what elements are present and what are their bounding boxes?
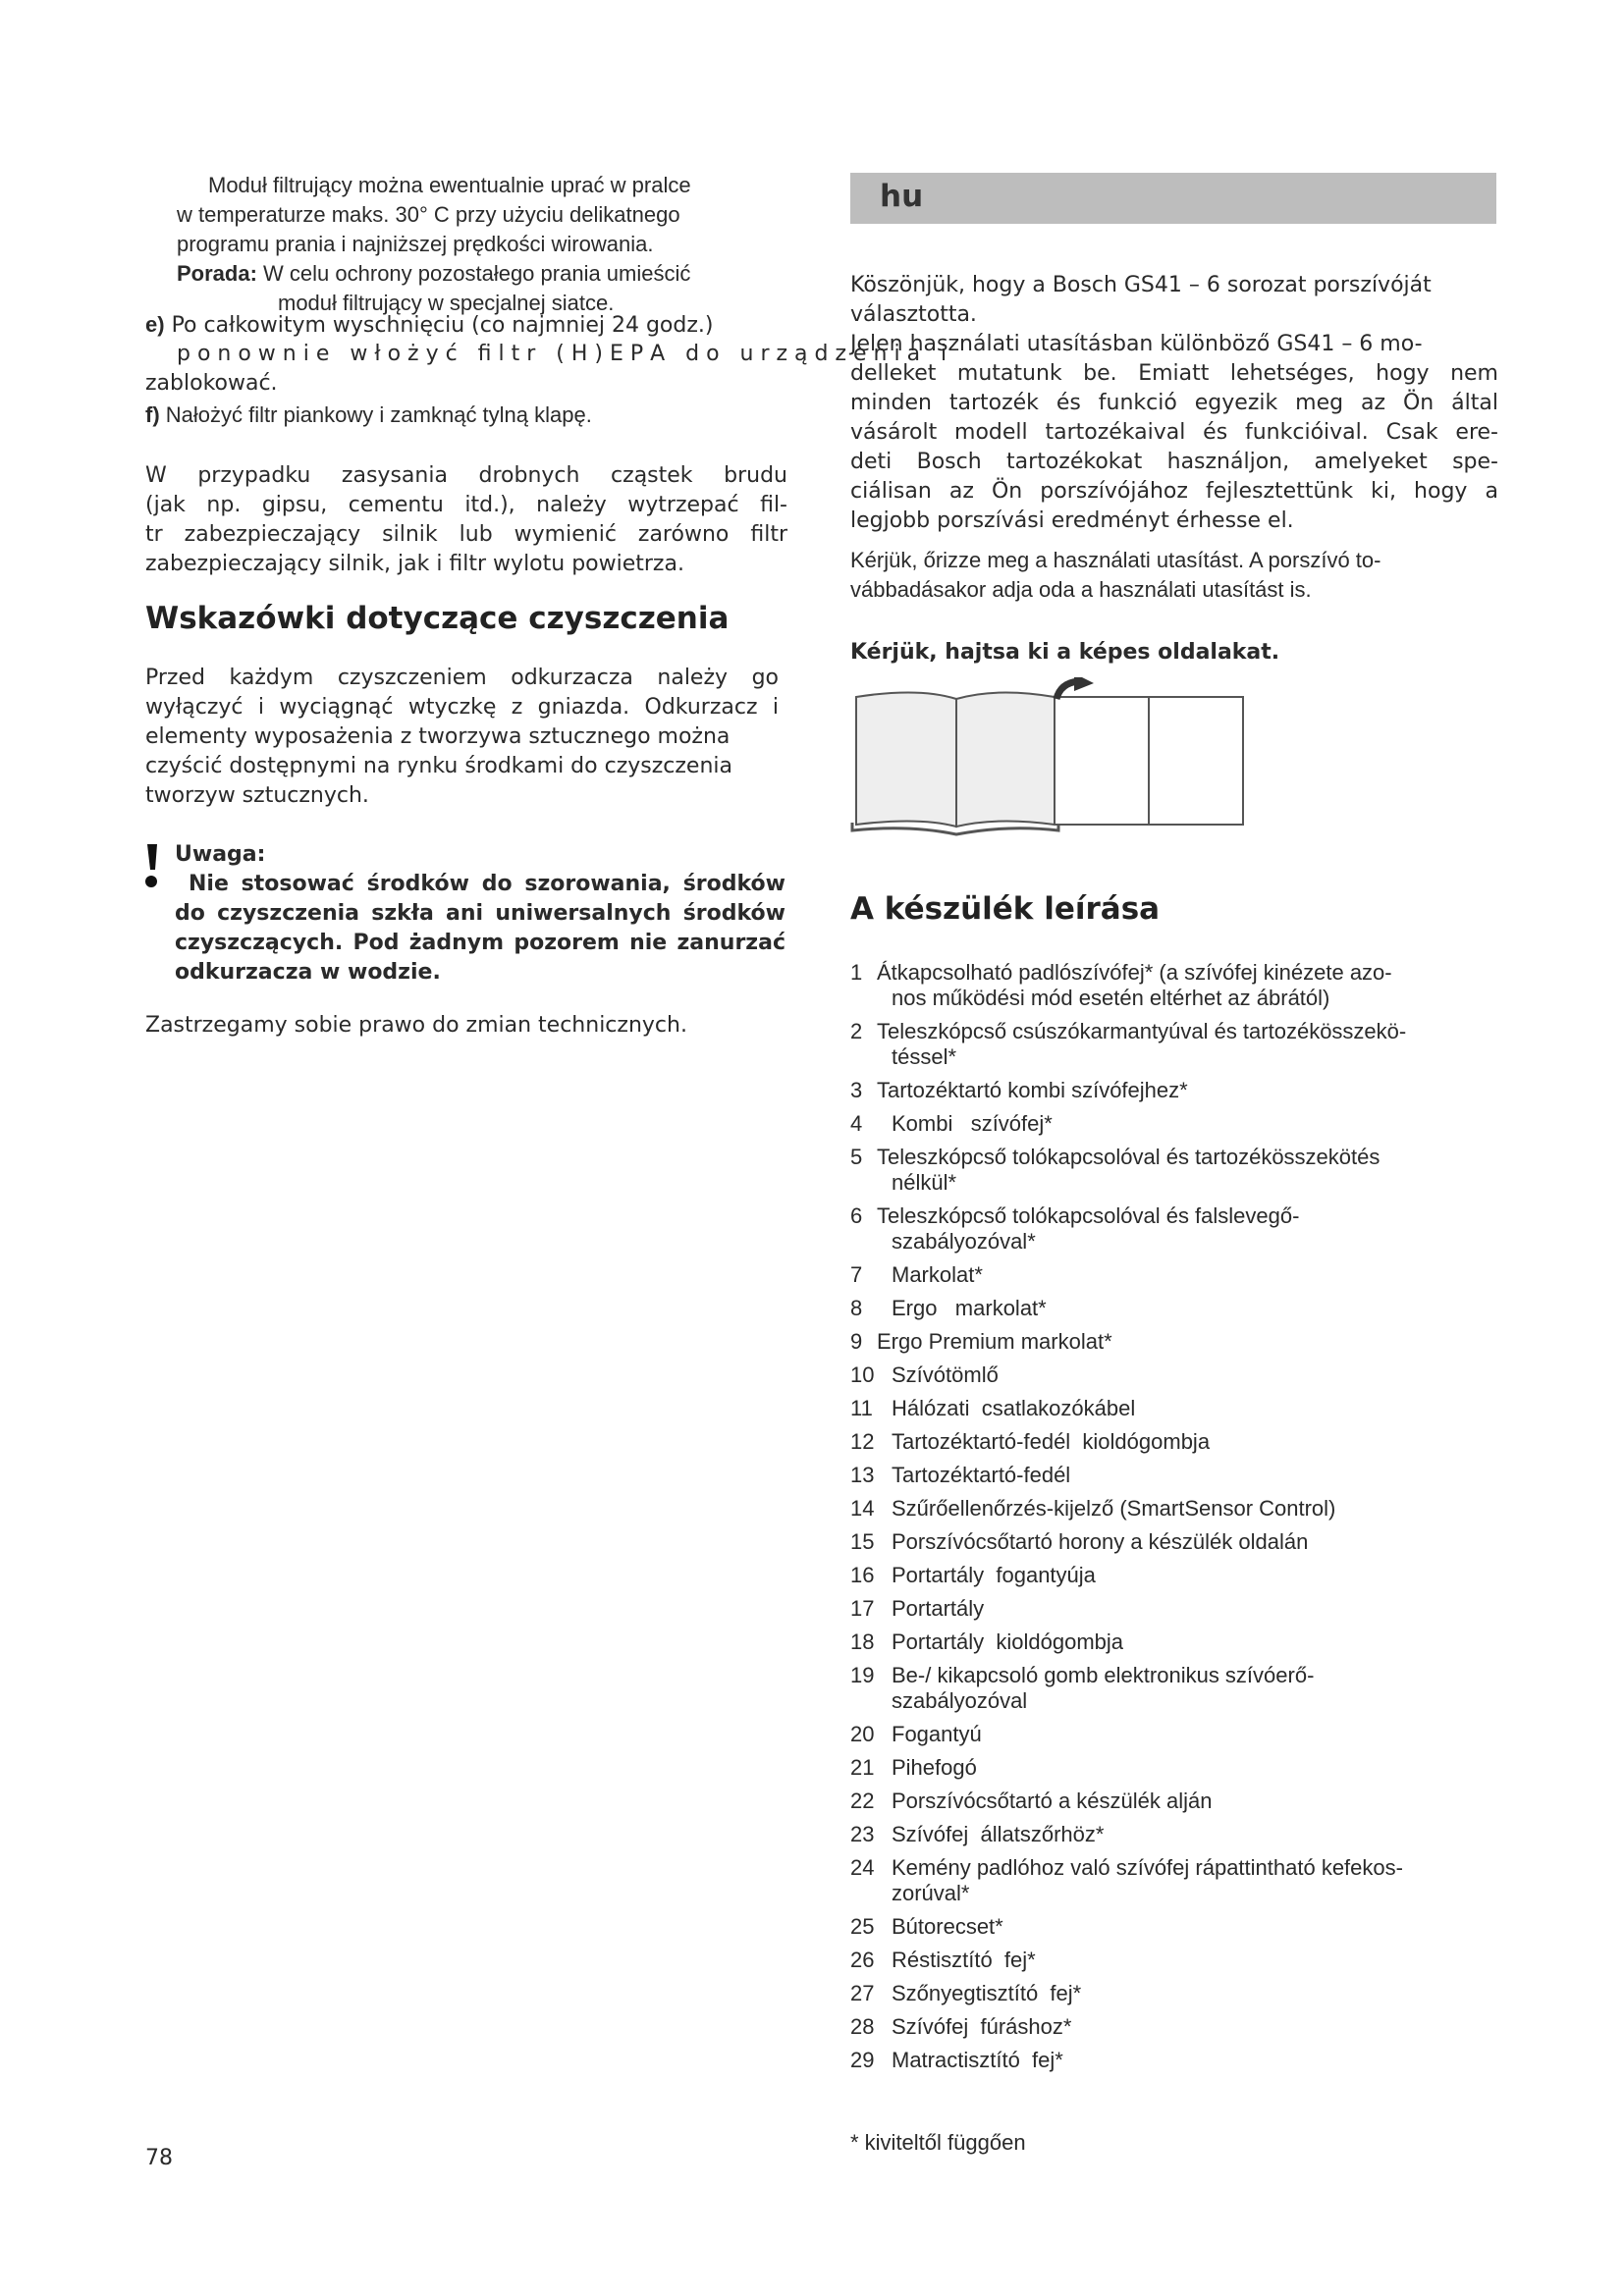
item-text: Porszívócsőtartó horony a készülék oldalán	[892, 1529, 1309, 1554]
text-line: Kérjük, őrizze meg a használati utasítást. A porszívó to-	[850, 548, 1381, 572]
list-item	[850, 1496, 1498, 1522]
item-text: Szívótömlő	[892, 1362, 999, 1387]
list-item	[850, 2014, 1498, 2040]
reserve-note: Zastrzegamy sobie prawo do zmian technicznych.	[145, 1013, 687, 1038]
item-number: 25	[850, 1914, 875, 1939]
text-line: programu prania i najniższej prędkości wirowania.	[177, 232, 654, 256]
item-text: Szívófej állatszőrhöz*	[892, 1822, 1105, 1846]
item-number: 8	[850, 1296, 863, 1320]
item-number: 1	[850, 960, 863, 985]
tip-text-line2: moduł filtrujący w specjalnej siatce.	[278, 291, 615, 315]
item-text: Szűrőellenőrzés-kijelző (SmartSensor Control)	[892, 1496, 1336, 1521]
step-f-label: f)	[145, 402, 160, 427]
warning-text	[175, 870, 785, 988]
text-line: elementy wyposażenia z tworzywa sztucznego można	[145, 724, 731, 749]
item-number: 18	[850, 1629, 875, 1654]
item-text: Hálózati csatlakozókábel	[892, 1396, 1136, 1420]
list-item	[850, 1329, 1498, 1355]
text-line: Jelen használati utasításban különböző GS41 – 6 mo-	[850, 332, 1423, 356]
item-number: 3	[850, 1078, 863, 1102]
list-item	[850, 1981, 1498, 2006]
item-text: Ergo Premium markolat*	[877, 1329, 1112, 1354]
item-text: Portartály kioldógombja	[892, 1629, 1124, 1654]
item-number: 2	[850, 1019, 863, 1043]
item-text: Tartozéktartó-fedél	[892, 1463, 1071, 1487]
text-line: (jak np. gipsu, cementu itd.), należy wytrzepać fil-	[145, 493, 787, 517]
list-item	[850, 1529, 1498, 1555]
list-item	[850, 1855, 1498, 1906]
item-number: 29	[850, 2048, 875, 2072]
list-item	[850, 1755, 1498, 1781]
list-item	[850, 1019, 1498, 1070]
item-number: 21	[850, 1755, 875, 1780]
list-item	[850, 1822, 1498, 1847]
filter-wash-paragraph-cont	[177, 200, 805, 259]
item-number: 20	[850, 1722, 875, 1746]
item-text: Teleszkópcső csúszókarmantyúval és tartozékösszekö-	[877, 1019, 1407, 1043]
step-e-label: e)	[145, 312, 165, 337]
tip-label: Porada:	[177, 261, 257, 286]
list-item	[850, 1948, 1498, 1973]
text-line: W przypadku zasysania drobnych cząstek brudu	[145, 463, 787, 488]
item-number: 4	[850, 1111, 863, 1136]
item-number: 19	[850, 1663, 875, 1687]
text-line: tworzyw sztucznych.	[145, 783, 369, 808]
item-text-cont: téssel*	[892, 1044, 957, 1069]
dust-paragraph	[145, 461, 787, 579]
keep-manual-paragraph	[850, 546, 1498, 605]
text-line: vábbadásakor adja oda a használati utasítást is.	[850, 577, 1312, 602]
item-number: 13	[850, 1463, 875, 1487]
item-text: Kemény padlóhoz való szívófej rápattintható kefekos-	[892, 1855, 1403, 1880]
tip-text-line1: W celu ochrony pozostałego prania umieścić	[263, 261, 691, 286]
item-text-cont: szabályozóval	[892, 1688, 1028, 1713]
list-item	[850, 1296, 1498, 1321]
language-bar	[850, 173, 1496, 224]
item-text: Be-/ kikapcsoló gomb elektronikus szívóerő-	[892, 1663, 1315, 1687]
text-line: Köszönjük, hogy a Bosch GS41 – 6 sorozat porszívóját	[850, 273, 1432, 297]
item-text-cont: nos működési mód esetén eltérhet az ábrától)	[892, 986, 1330, 1010]
item-number: 12	[850, 1429, 875, 1454]
list-item	[850, 1429, 1498, 1455]
list-item	[850, 1145, 1498, 1196]
description-heading: A készülék leírása	[850, 891, 1161, 927]
item-text: Átkapcsolható padlószívófej* (a szívófej kinézete azo-	[877, 960, 1392, 985]
exclamation-icon	[141, 844, 169, 889]
text-line: Przed każdym czyszczeniem odkurzacza należy go	[145, 666, 779, 690]
item-number: 11	[850, 1396, 873, 1420]
item-text: Pihefogó	[892, 1755, 977, 1780]
item-text: Portartály	[892, 1596, 985, 1621]
list-item	[850, 1396, 1498, 1421]
item-number: 15	[850, 1529, 875, 1554]
item-number: 27	[850, 1981, 875, 2005]
text-line: tr zabezpieczający silnik lub wymienić zarówno filtr	[145, 522, 787, 547]
list-item	[850, 1262, 1498, 1288]
item-number: 6	[850, 1203, 863, 1228]
text-line: legjobb porszívási eredményt érhesse el.	[850, 508, 1294, 533]
list-item	[850, 1463, 1498, 1488]
item-number: 5	[850, 1145, 863, 1169]
fold-out-booklet-icon	[850, 677, 1253, 844]
tip-block	[177, 259, 690, 289]
manual-info-paragraph	[850, 330, 1498, 536]
step-e-line1: Po całkowitym wyschnięciu (co najmniej 24 godz.)	[171, 313, 714, 338]
item-text: Porszívócsőtartó a készülék alján	[892, 1789, 1213, 1813]
text-line: minden tartozék és funkció egyezik meg az Ön által	[850, 391, 1498, 415]
item-number: 28	[850, 2014, 875, 2039]
list-item	[850, 1722, 1498, 1747]
step-f	[145, 400, 592, 430]
list-item	[850, 1111, 1498, 1137]
language-code: hu	[880, 179, 924, 214]
text-line: czyszczących. Pod żadnym pozorem nie zanurzać	[175, 931, 785, 955]
list-item	[850, 1078, 1498, 1103]
footnote: * kiviteltől függően	[850, 2130, 1026, 2155]
text-line: Moduł filtrujący można ewentualnie uprać w pralce	[208, 173, 691, 197]
text-line: delleket mutatunk be. Emiatt lehetséges, hogy nem	[850, 361, 1498, 386]
text-line: ciálisan az Ön porszívójához fejlesztettünk ki, hogy a	[850, 479, 1498, 504]
list-item	[850, 1596, 1498, 1622]
page-number: 78	[145, 2146, 173, 2170]
step-f-text: Nałożyć filtr piankowy i zamknąć tylną klapę.	[165, 402, 592, 427]
item-number: 14	[850, 1496, 875, 1521]
item-text: Bútorecset*	[892, 1914, 1003, 1939]
list-item	[850, 1789, 1498, 1814]
item-text: Markolat*	[892, 1262, 983, 1287]
item-text: Teleszkópcső tolókapcsolóval és tartozékösszekötés	[877, 1145, 1380, 1169]
item-number: 7	[850, 1262, 863, 1287]
item-text-cont: nélkül*	[892, 1170, 957, 1195]
item-text: Tartozéktartó kombi szívófejhez*	[877, 1078, 1188, 1102]
text-line: w temperaturze maks. 30° C przy użyciu delikatnego	[177, 202, 680, 227]
text-line: czyścić dostępnymi na rynku środkami do czyszczenia	[145, 754, 732, 778]
list-item	[850, 1663, 1498, 1714]
list-item	[850, 1362, 1498, 1388]
item-number: 22	[850, 1789, 875, 1813]
item-text: Réstisztító fej*	[892, 1948, 1036, 1972]
item-number: 16	[850, 1563, 875, 1587]
cleaning-heading: Wskazówki dotyczące czyszczenia	[145, 601, 730, 636]
item-number: 17	[850, 1596, 875, 1621]
unfold-note: Kérjük, hajtsa ki a képes oldalakat.	[850, 640, 1280, 665]
cleaning-paragraph	[145, 664, 779, 811]
item-number: 23	[850, 1822, 875, 1846]
text-line: vásárolt modell tartozékaival és funkcióival. Csak ere-	[850, 420, 1498, 445]
item-text: Matractisztító fej*	[892, 2048, 1063, 2072]
item-text: Teleszkópcső tolókapcsolóval és falslevegő-	[877, 1203, 1300, 1228]
warning-label: Uwaga:	[175, 842, 266, 867]
component-list	[850, 960, 1498, 2081]
item-text: Szőnyegtisztító fej*	[892, 1981, 1082, 2005]
thanks-paragraph	[850, 271, 1498, 330]
item-number: 26	[850, 1948, 875, 1972]
text-line: Nie stosować środków do szorowania, środków	[189, 872, 785, 896]
item-text: Tartozéktartó-fedél kioldógombja	[892, 1429, 1211, 1454]
item-text: Kombi szívófej*	[892, 1111, 1053, 1136]
text-line: deti Bosch tartozékokat használjon, amelyeket spe-	[850, 450, 1498, 474]
item-text-cont: zorúval*	[892, 1881, 970, 1905]
filter-wash-paragraph	[208, 171, 807, 200]
text-line: wyłączyć i wyciągnąć wtyczkę z gniazda. Odkurzacz i	[145, 695, 779, 720]
text-line: do czyszczenia szkła ani uniwersalnych środków	[175, 901, 785, 926]
list-item	[850, 960, 1498, 1011]
list-item	[850, 1203, 1498, 1255]
item-text: Szívófej fúráshoz*	[892, 2014, 1072, 2039]
step-e-line2: p o n o w n i e w ł o ż y ć fi l t r ( H ) E P A d o u r z ą d z e n i a i	[177, 342, 947, 366]
list-item	[850, 1914, 1498, 1940]
item-text: Ergo markolat*	[892, 1296, 1047, 1320]
step-e	[145, 310, 713, 341]
step-e-line3: zablokować.	[145, 371, 278, 396]
text-line: zabezpieczający silnik, jak i filtr wylotu powietrza.	[145, 552, 684, 576]
item-text-cont: szabályozóval*	[892, 1229, 1036, 1254]
list-item	[850, 1563, 1498, 1588]
item-number: 24	[850, 1855, 875, 1880]
item-number: 10	[850, 1362, 875, 1387]
item-text: Fogantyú	[892, 1722, 982, 1746]
text-line: választotta.	[850, 302, 977, 327]
item-text: Portartály fogantyúja	[892, 1563, 1096, 1587]
item-number: 9	[850, 1329, 863, 1354]
list-item	[850, 1629, 1498, 1655]
list-item	[850, 2048, 1498, 2073]
text-line: odkurzacza w wodzie.	[175, 960, 441, 985]
